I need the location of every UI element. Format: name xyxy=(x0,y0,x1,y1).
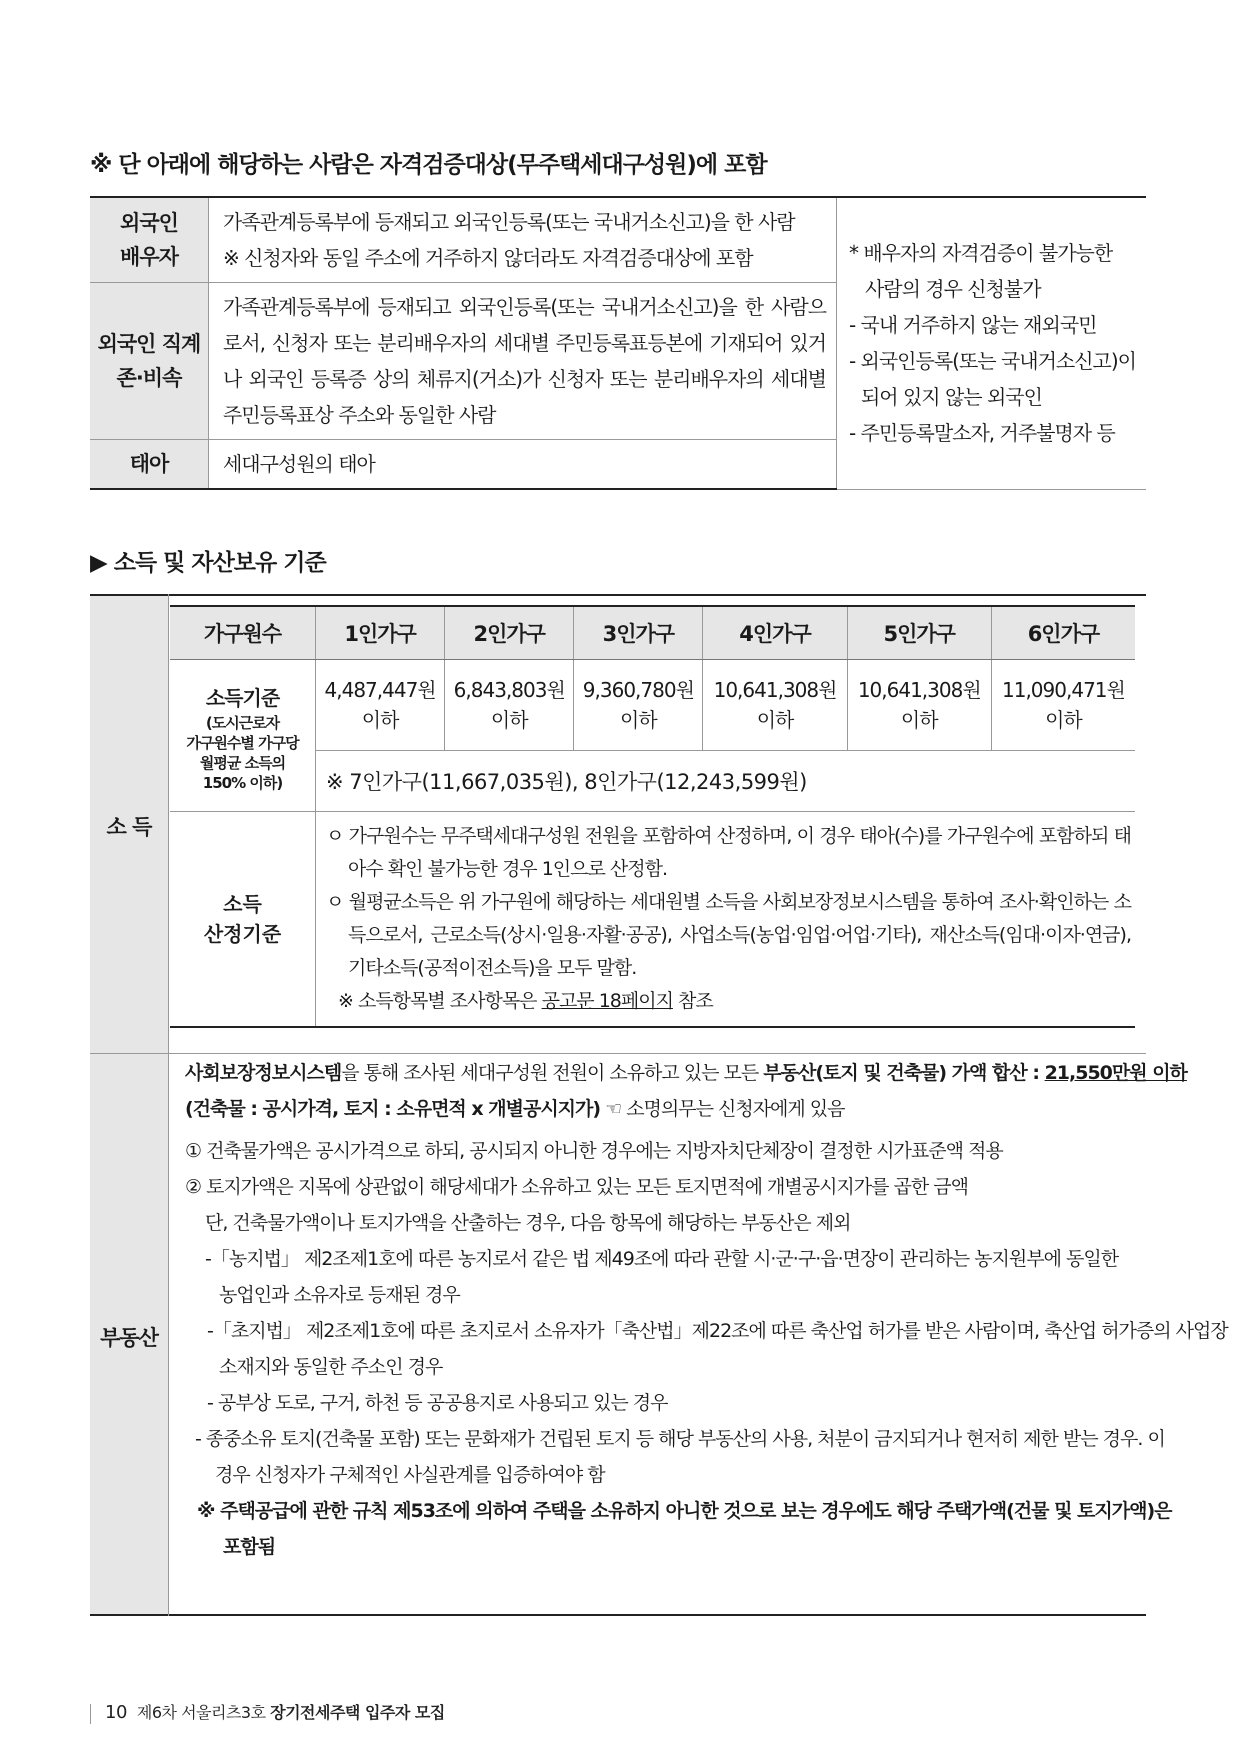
column-header: 가구원수 xyxy=(170,606,316,660)
column-header: 2인가구 xyxy=(445,606,574,660)
row-label-line: 배우자 xyxy=(120,245,178,269)
calc-description xyxy=(316,812,1136,1028)
divider xyxy=(90,1614,1146,1616)
row-description xyxy=(208,197,836,283)
column-header: 6인가구 xyxy=(991,606,1135,660)
row-label-line: 존·비속 xyxy=(116,366,182,390)
realestate-line: 농업인과 소유자로 등재된 경우 xyxy=(219,1284,460,1306)
realestate-criteria xyxy=(185,1055,1228,1565)
footer-title: 장기전세주택 입주자 모집 xyxy=(270,1703,445,1722)
divider xyxy=(90,1704,91,1724)
table-row xyxy=(170,751,1135,812)
page-reference-link[interactable]: 공고문 18페이지 xyxy=(541,990,673,1012)
row-label xyxy=(90,197,208,283)
divider xyxy=(90,1053,1146,1054)
realestate-line: -「농지법」 제2조제1호에 따른 농지로서 같은 법 제49조에 따라 관할 시·군·구·읍·면장이 관리하는 농지원부에 동일한 xyxy=(205,1248,1119,1270)
column-header: 1인가구 xyxy=(316,606,445,660)
table-cell: 4,487,447원 이하 xyxy=(316,660,445,751)
calc-reference: ※ 소득항목별 조사항목은 공고문 18페이지 참조 xyxy=(338,990,713,1012)
realestate-note: ※ 주택공급에 관한 규칙 제53조에 의하여 주택을 소유하지 아니한 것으로 보는 경우에도 해당 주택가액(건물 및 토지가액)은 xyxy=(197,1500,1172,1522)
side-note-line: - 국내 거주하지 않는 재외국민 xyxy=(848,313,1097,338)
side-note-line: - 외국인등록(또는 국내거소신고)이 xyxy=(848,349,1136,374)
side-note-line: * 배우자의 자격검증이 불가능한 xyxy=(848,241,1113,266)
table-row xyxy=(170,812,1135,1028)
calc-item: ㅇ 월평균소득은 위 가구원에 해당하는 세대원별 소득을 사회보장정보시스템을 통하여 조사·확인하는 소득으로서, 근로소득(상시·일용·자활·공공), 사업소득(농업·임업·어업·기타), 재산소득(임대·이자·연금), 기타소득(공적이전소득)을 모두 말함. xyxy=(326,891,1131,979)
realestate-line: - 공부상 도로, 구거, 하천 등 공공용지로 사용되고 있는 경우 xyxy=(207,1392,668,1414)
row-description: 세대구성원의 태아 xyxy=(208,440,836,490)
divider xyxy=(168,594,169,1616)
realestate-line: (건축물 : 공시가격, 토지 : 소유면적 x 개별공시지가) ☜ 소명의무는 신청자에게 있음 xyxy=(185,1098,845,1120)
realestate-line: - 종중소유 토지(건축물 포함) 또는 문화재가 건립된 토지 등 해당 부동산의 사용, 처분이 금지되거나 현저히 제한 받는 경우. 이 xyxy=(195,1428,1165,1450)
description-line: 가족관계등록부에 등재되고 외국인등록(또는 국내거소신고)을 한 사람 xyxy=(222,210,795,234)
page-number: 10 xyxy=(105,1702,127,1723)
criteria-label-sub: 가구원수별 가구당 xyxy=(186,733,299,752)
table-row xyxy=(90,197,1146,283)
row-label-line: 외국인 xyxy=(120,211,178,235)
realestate-line: -「초지법」 제2조제1호에 따른 초지로서 소유자가「축산법」제22조에 따른 축산업 허가를 받은 사람이며, 축산업 허가증의 사업장 xyxy=(207,1320,1228,1342)
column-header: 5인가구 xyxy=(847,606,991,660)
divider xyxy=(90,594,1146,596)
criteria-label xyxy=(170,660,316,812)
realestate-note: 포함됨 xyxy=(223,1536,276,1558)
realestate-line: 단, 건축물가액이나 토지가액을 산출하는 경우, 다음 항목에 해당하는 부동산은 제외 xyxy=(205,1212,851,1234)
table-cell: 10,641,308원 이하 xyxy=(847,660,991,751)
foreign-family-table xyxy=(90,196,1146,490)
description-line: ※ 신청자와 동일 주소에 거주하지 않더라도 자격검증대상에 포함 xyxy=(222,246,753,270)
realestate-line: 경우 신청자가 구체적인 사실관계를 입증하여야 함 xyxy=(215,1464,605,1486)
footer-text: 제6차 서울리츠3호 xyxy=(136,1703,271,1722)
criteria-label-sub: 150% 이하) xyxy=(202,773,283,792)
realestate-label: 부동산 xyxy=(100,1326,158,1350)
section-title: ▶ 소득 및 자산보유 기준 xyxy=(90,550,326,576)
side-note-line: 사람의 경우 신청불가 xyxy=(864,277,1041,302)
realestate-line: ② 토지가액은 지목에 상관없이 해당세대가 소유하고 있는 모든 토지면적에 개별공시지가를 곱한 금액 xyxy=(185,1176,968,1198)
criteria-label-sub: (도시근로자 xyxy=(205,713,280,732)
table-cell: 11,090,471원 이하 xyxy=(991,660,1135,751)
table-cell: 10,641,308원 이하 xyxy=(703,660,847,751)
side-note-line: - 주민등록말소자, 거주불명자 등 xyxy=(848,421,1115,446)
large-household-note: ※ 7인가구(11,667,035원), 8인가구(12,243,599원) xyxy=(316,751,1136,812)
table-row xyxy=(170,660,1135,751)
side-note-line: 되어 있지 않는 외국인 xyxy=(860,385,1042,410)
table-cell: 6,843,803원 이하 xyxy=(445,660,574,751)
realestate-line: 사회보장정보시스템을 통해 조사된 세대구성원 전원이 소유하고 있는 모든 부동산(토지 및 건축물) 가액 합산 : 21,550만원 이하 xyxy=(185,1062,1187,1084)
income-label: 소 득 xyxy=(106,815,152,839)
column-header: 3인가구 xyxy=(574,606,703,660)
table-header-row xyxy=(170,606,1135,660)
row-label xyxy=(90,283,208,440)
page-footer xyxy=(90,1700,445,1724)
row-label-line: 외국인 직계 xyxy=(97,332,201,356)
row-label: 태아 xyxy=(90,440,208,490)
calc-item: ㅇ 가구원수는 무주택세대구성원 전원을 포함하여 산정하며, 이 경우 태아(수)를 가구원수에 포함하되 태아수 확인 불가능한 경우 1인으로 산정함. xyxy=(326,825,1131,880)
realestate-line: ① 건축물가액은 공시가격으로 하되, 공시되지 아니한 경우에는 지방자치단체장이 결정한 시가표준액 적용 xyxy=(185,1140,1003,1162)
calc-label: 소득 산정기준 xyxy=(170,812,316,1028)
column-header: 4인가구 xyxy=(703,606,847,660)
row-description xyxy=(208,283,836,440)
table-cell: 9,360,780원 이하 xyxy=(574,660,703,751)
realestate-line: 소재지와 동일한 주소인 경우 xyxy=(219,1356,443,1378)
side-note xyxy=(836,197,1146,489)
income-table xyxy=(170,605,1135,1028)
criteria-label-sub: 월평균 소득의 xyxy=(199,753,286,772)
section-title: ※ 단 아래에 해당하는 사람은 자격검증대상(무주택세대구성원)에 포함 xyxy=(90,152,767,178)
criteria-label-title: 소득기준 xyxy=(205,685,280,710)
description-text: 가족관계등록부에 등재되고 외국인등록(또는 국내거소신고)을 한 사람으로서, 신청자 또는 분리배우자의 세대별 주민등록표등본에 기재되어 있거나 외국인 등록증 상의 체류지(거소)가 신청자 또는 분리배우자의 세대별 주민등록표상 주소와 동일한 사람 xyxy=(222,295,826,427)
